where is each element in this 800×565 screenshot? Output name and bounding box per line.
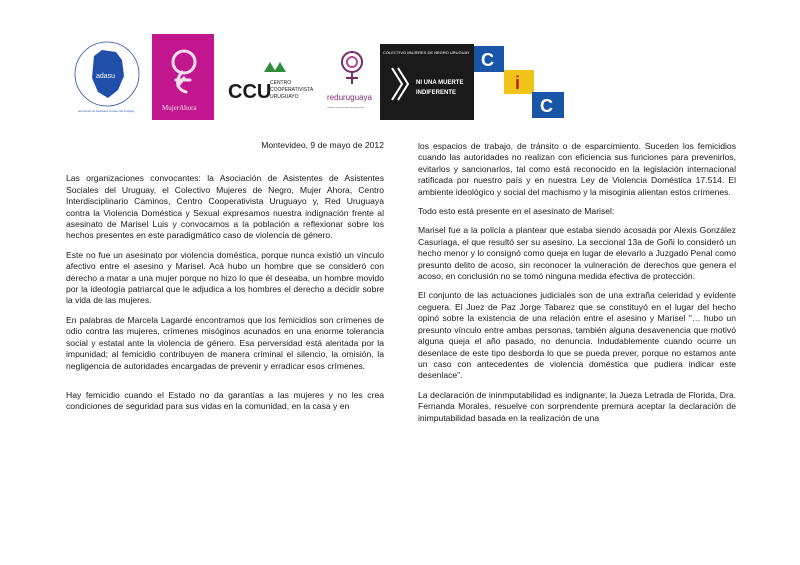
svg-text:i: i [515, 73, 521, 93]
paragraph: El conjunto de las actuaciones judiciales son de una extraña celeridad y evidente ceguera. El Juez de Paz Jorge Tabarez que se constituyó en el lugar del hecho opinó sobre la existencia de una relación entre el asesino y Marisel "… hubo un presunto vínculo entre ambas personas, también alguna desavenencia que motivó alguna queja el año pasado, no denuncia. Indudablemente cuando ocurre un desenlace de este tipo desborda lo que se pueda prever, porque no estamos ante un caso con antecedentes de violencia doméstica que pudiera indicar este desenlace". [418, 290, 736, 381]
colectivo-slogan-2: INDIFERENTE [416, 90, 457, 96]
letter-right-column [418, 141, 736, 432]
paragraph: los espacios de trabajo, de tránsito o de esparcimiento. Suceden los femicidios cuando las autoridades no realizan con eficiencia sus funciones para prevenirlos, evitarlos y sancionarlos, tal como está reconocido en la legislación internacional ratificada por nuestro país y en nuestra Ley de Violencia Doméstica 17.514. El ambiente ideológico y social del machismo y la misoginia alientan estos crímenes. [418, 141, 736, 197]
ccu-logo [228, 56, 314, 106]
cic-logo [472, 44, 566, 120]
red-uruguaya-label: reduruguaya [327, 93, 372, 102]
ccu-abbr: CCU [228, 81, 272, 103]
paragraph: Las organizaciones convocantes: la Asociación de Asistentes de Asistentes Sociales del Uruguay, el Colectivo Mujeres de Negro, Mujer Ahora, Centro Interdisciplinario Caminos, Centro Cooperativista Uruguayo y, Red Uruguaya contra la Violencia Doméstica y Sexual expresamos nuestra indignación frente al asesinato de Marisel Luis y convocamos a la población a reflexionar sobre los hechos presentes en este paradigmático caso de violencia de género. [66, 173, 384, 241]
paragraph: La declaración de ininmputabilidad es indignante; la Jueza Letrada de Florida, Dra. Fernanda Morales, resuelve con sorprendente premura aceptar la declaración de inimputabilidad basada en la realización de una [418, 389, 736, 423]
svg-text:COOPERATIVISTA: COOPERATIVISTA [270, 87, 314, 93]
logo-banner [0, 0, 800, 130]
paragraph: En palabras de Marcela Lagarde encontramos que los femicidios son crímenes de odio contra las mujeres, crímenes misóginos acunados en una enorme tolerancia social y estatal ante la violencia de género. Esa perversidad está alentada por la impunidad; al femicidio contribuyen de manera criminal el silencio, la omisión, la negligencia de autoridades encargadas de prevenir y erradicar esos crímenes. [66, 314, 384, 371]
svg-text:C: C [481, 50, 494, 70]
svg-text:C: C [540, 96, 553, 116]
adasu-logo [72, 30, 142, 118]
mujer-ahora-label: MujerAhora [162, 104, 197, 112]
colectivo-slogan-1: NI UNA MUERTE [416, 80, 464, 86]
adasu-ring-text: Asociación de Asistentes Sociales del Uruguay [78, 109, 135, 113]
letter-left-column [66, 140, 384, 421]
svg-text:contra la violencia doméstica: contra la violencia doméstica y sexual [327, 107, 364, 109]
adasu-short: adasu [96, 73, 116, 80]
svg-text:CENTRO: CENTRO [270, 80, 292, 86]
colectivo-title: COLECTIVO MUJERES DE NEGRO URUGUAY [383, 50, 470, 55]
paragraph: Todo esto está presente en el asesinato de Marisel: [418, 206, 615, 217]
paragraph: Hay femicidio cuando el Estado no da garantías a las mujeres y no les crea condiciones de seguridad para sus vidas en la comunidad, en la casa y en [66, 389, 384, 412]
letter-date: Montevideo, 9 de mayo de 2012 [261, 140, 384, 150]
paragraph: Este no fue un asesinato por violencia doméstica, porque nunca existió un vínculo afectivo entre el asesino y Marisel. Acá hubo un hombre que se consideró con derecho a matar a una mujer porque no hizo lo que él deseaba, un hombre movido por la ideología patriarcal que le adjudica a los hombres el derecho a decidir sobre la vida de las mujeres. [66, 249, 384, 306]
red-uruguaya-logo [326, 44, 382, 118]
paragraph: Marisel fue a la policía a plantear que estaba siendo acosada por Alexis González Casuriaga, el que resultó ser su asesino. La seccional 13a de Goñi lo consideró un hecho menor y lo consignó como queja en lugar de elevarlo a Juzgado Penal como presunto delito de acoso, sin reconocer la vulneración de derechos que genera el acoso, en conclusión no se tomó ninguna medida efectiva de protección. [418, 225, 736, 282]
mujer-ahora-logo [152, 34, 214, 120]
svg-text:URUGUAYO: URUGUAYO [270, 94, 299, 100]
colectivo-mujeres-de-negro-logo [380, 44, 474, 120]
